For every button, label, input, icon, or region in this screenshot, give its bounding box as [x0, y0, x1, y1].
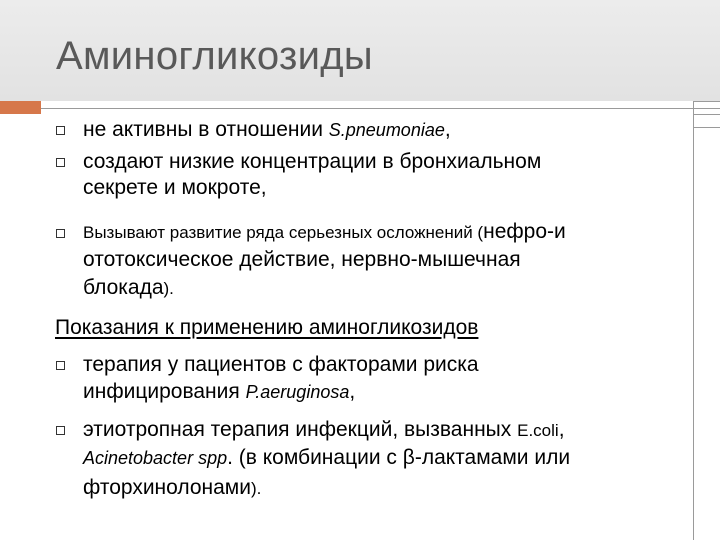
bullet-text: блокада: [83, 276, 164, 299]
bullet-line: [83, 118, 451, 142]
bullet-line: [83, 446, 570, 470]
bullet-text: Вызывают развитие ряда серьезных осложнений (: [83, 223, 484, 242]
bullet-text: не активны в отношении: [83, 118, 329, 141]
grid-box: [693, 127, 720, 140]
bullet-line: секрете и мокроте,: [83, 176, 267, 199]
bullet-box-icon: [56, 126, 65, 135]
bullet-line: [83, 276, 174, 301]
bullet-line: [83, 220, 566, 245]
slide-title: Аминогликозиды: [56, 34, 373, 78]
bullet-text: ).: [163, 279, 174, 298]
bullet-line: ототоксическое действие, нервно-мышечная: [83, 248, 521, 271]
horizontal-rule: [41, 108, 720, 109]
bullet-text: фторхинолонами: [83, 476, 251, 499]
grid-box: [693, 101, 720, 114]
bullet-line: терапия у пациентов с факторами риска: [83, 353, 479, 376]
bullet-text: инфицирования: [83, 380, 246, 403]
bullet-line: создают низкие концентрации в бронхиальном: [83, 150, 542, 173]
bullet-text-italic: S.pneumoniae: [328, 120, 445, 140]
bullet-text-italic: Acinetobacter spp: [83, 448, 228, 468]
bullet-box-icon: [56, 229, 65, 238]
bullet-text: . (в комбинации с β-лактамами или: [227, 446, 571, 469]
vertical-rule: [693, 101, 694, 540]
bullet-text: ).: [250, 479, 262, 498]
bullet-line: [83, 380, 355, 404]
bullet-text: этиотропная терапия инфекций, вызванных: [83, 418, 518, 441]
bullet-line: [83, 418, 565, 443]
bullet-text: ,: [349, 380, 356, 403]
bullet-text: нефро-и: [483, 220, 566, 243]
bullet-text-organism: E.coli: [517, 421, 559, 440]
bullet-text-italic: P.aeruginosa: [245, 382, 350, 402]
bullet-line: [83, 476, 261, 501]
bullet-box-icon: [56, 361, 65, 370]
accent-block: [0, 101, 41, 114]
section-heading: Показания к применению аминогликозидов: [55, 316, 479, 339]
bullet-text: ,: [558, 418, 565, 441]
bullet-box-icon: [56, 426, 65, 435]
bullet-box-icon: [56, 158, 65, 167]
grid-box: [693, 114, 720, 127]
bullet-text: ,: [444, 118, 451, 141]
